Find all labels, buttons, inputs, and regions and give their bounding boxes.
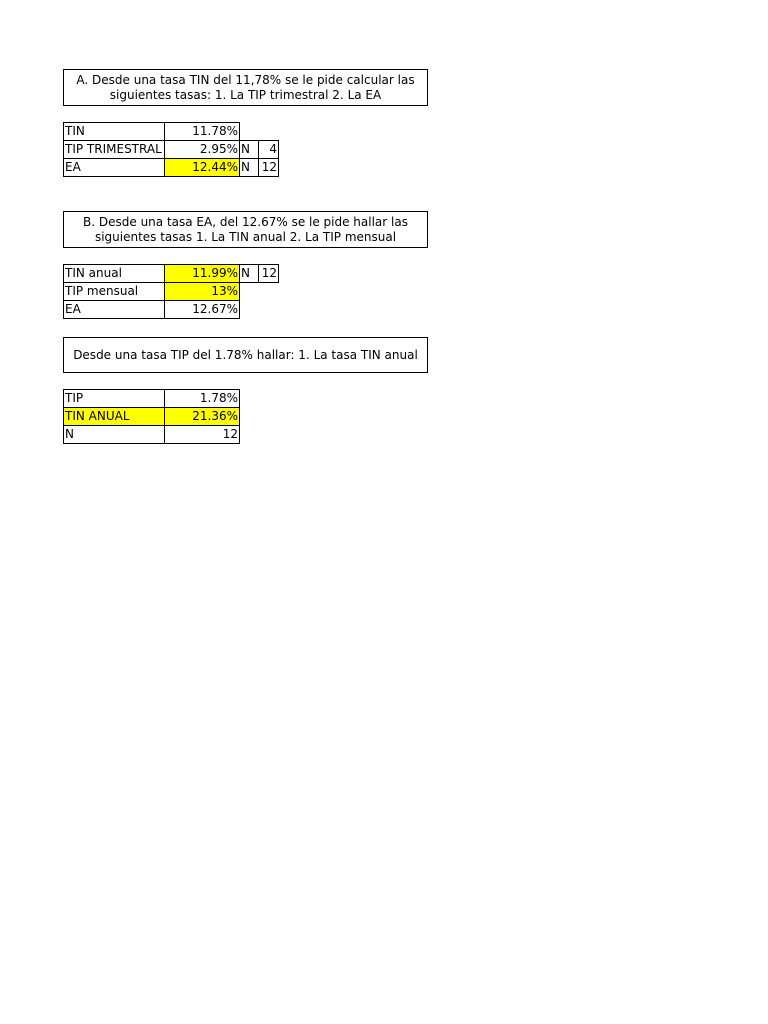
cell-ea-value[interactable]: 12.44% xyxy=(164,158,240,177)
section-a-prompt: A. Desde una tasa TIN del 11,78% se le pide calcular las siguientes tasas: 1. La TIP trimestral 2. La EA xyxy=(63,69,428,106)
cell-tip-trimestral-value[interactable]: 2.95% xyxy=(164,140,240,159)
cell-ea-label[interactable]: EA xyxy=(63,158,165,177)
section-c-prompt: Desde una tasa TIP del 1.78% hallar: 1. La tasa TIN anual xyxy=(63,337,428,373)
cell-n-value[interactable]: 12 xyxy=(258,264,279,283)
section-b-prompt: B. Desde una tasa EA, del 12.67% se le pide hallar las siguientes tasas 1. La TIN anual 2. La TIP mensual xyxy=(63,211,428,248)
cell-tin-anual-value[interactable]: 21.36% xyxy=(164,407,240,426)
cell-n-label[interactable]: N xyxy=(239,264,259,283)
cell-tin-value[interactable]: 11.78% xyxy=(164,122,240,141)
cell-tin-label[interactable]: TIN xyxy=(63,122,165,141)
cell-n-label[interactable]: N xyxy=(239,158,259,177)
cell-tip-label[interactable]: TIP xyxy=(63,389,165,408)
cell-tin-anual-value[interactable]: 11.99% xyxy=(164,264,240,283)
cell-ea-label[interactable]: EA xyxy=(63,300,165,319)
cell-ea-value[interactable]: 12.67% xyxy=(164,300,240,319)
cell-n-value[interactable]: 12 xyxy=(258,158,279,177)
cell-n-value[interactable]: 4 xyxy=(258,140,279,159)
cell-tin-anual-label[interactable]: TIN ANUAL xyxy=(63,407,165,426)
cell-n-label[interactable]: N xyxy=(63,425,165,444)
cell-n-value[interactable]: 12 xyxy=(164,425,240,444)
cell-tip-trimestral-label[interactable]: TIP TRIMESTRAL xyxy=(63,140,165,159)
cell-tip-value[interactable]: 1.78% xyxy=(164,389,240,408)
cell-tin-anual-label[interactable]: TIN anual xyxy=(63,264,165,283)
cell-tip-mensual-value[interactable]: 13% xyxy=(164,282,240,301)
cell-tip-mensual-label[interactable]: TIP mensual xyxy=(63,282,165,301)
cell-n-label[interactable]: N xyxy=(239,140,259,159)
